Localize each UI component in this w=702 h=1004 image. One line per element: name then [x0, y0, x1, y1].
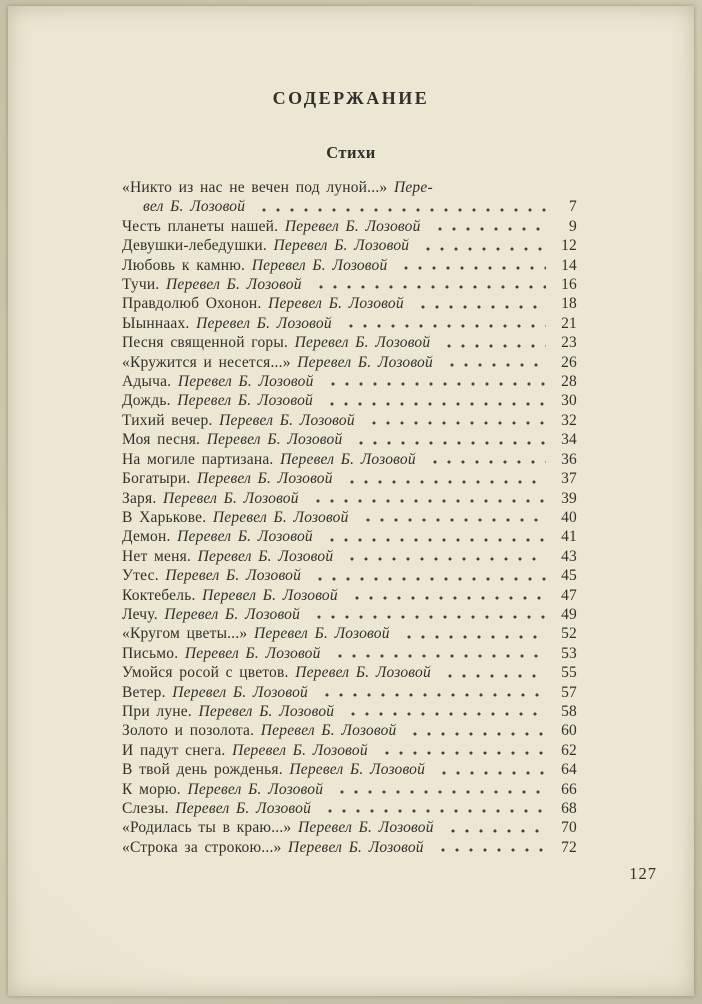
dot-leader [442, 818, 546, 837]
entry-translator: Перевел Б. Лозовой [177, 528, 313, 546]
entry-text [122, 391, 313, 410]
toc-entry [122, 838, 577, 857]
entry-title: Девушки-лебедушки. [122, 237, 267, 255]
toc-entry [122, 333, 577, 352]
entry-page-number: 7 [569, 198, 577, 216]
entry-translator: Перевел Б. Лозовой [280, 450, 416, 468]
folio-page-number: 127 [629, 864, 657, 883]
dot-leader [439, 663, 546, 682]
dot-leader [357, 508, 546, 527]
entry-translator: Перевел Б. Лозовой [294, 334, 431, 352]
entry-translator: Перевел Б. Лозовой [232, 741, 368, 759]
toc-entry [122, 372, 577, 391]
toc-entry [122, 275, 577, 294]
entry-text [122, 760, 425, 779]
toc-entry [122, 294, 577, 313]
dot-leader [398, 624, 546, 643]
dot-leader [438, 333, 546, 352]
entry-title: «Кругом цветы...» [122, 625, 248, 643]
entry-translator: Перевел Б. Лозовой [251, 256, 388, 274]
entry-translator: Перевел Б. Лозовой [187, 780, 324, 798]
entry-text [122, 838, 424, 857]
dot-leader [376, 741, 546, 760]
entry-translator: Перевел Б. Лозовой [162, 489, 299, 507]
dot-leader [433, 760, 546, 779]
dot-leader [307, 489, 546, 508]
entry-page-number: 37 [561, 470, 577, 488]
entry-translator: Перевел Б. Лозовой [288, 838, 424, 856]
dot-leader [429, 217, 546, 236]
entry-page-number: 49 [561, 605, 577, 623]
entry-text [122, 217, 421, 236]
dot-leader [404, 721, 546, 740]
entry-title: Богатыри. [122, 470, 191, 488]
entry-text [122, 353, 433, 372]
entry-title: Ыыннаах. [122, 314, 190, 332]
toc-entry [122, 780, 577, 799]
entry-text [122, 411, 355, 430]
toc-entry [122, 605, 577, 624]
toc-entry [122, 818, 577, 837]
entry-text [122, 605, 300, 624]
entry-title: Заря. [122, 489, 157, 507]
toc-entry [122, 314, 577, 333]
entry-page-number: 41 [561, 528, 577, 546]
entry-page-number: 28 [561, 373, 577, 391]
entry-page-number: 30 [561, 392, 577, 410]
toc-entry [122, 391, 577, 410]
entry-text [122, 275, 302, 294]
entry-text [122, 799, 311, 818]
entry-translator: Перевел Б. Лозовой [164, 605, 301, 623]
entry-page-number: 64 [561, 761, 577, 779]
dot-leader [321, 527, 546, 546]
entry-page-number: 52 [561, 625, 577, 643]
toc-entry [122, 683, 577, 702]
entry-page-number: 39 [561, 489, 577, 507]
entry-title: Песня священной горы. [122, 334, 289, 352]
entry-text [122, 547, 333, 566]
entry-translator: Перевел Б. Лозовой [165, 567, 302, 585]
dot-leader [329, 644, 546, 663]
entry-text [122, 644, 321, 663]
entry-translator: Перевел Б. Лозовой [268, 295, 404, 313]
toc-entry [122, 411, 577, 430]
entry-translator: Перевел Б. Лозовой [175, 800, 312, 817]
dot-leader [346, 586, 546, 605]
toc-entry [122, 547, 577, 566]
dot-leader [424, 450, 546, 469]
toc-entry [122, 663, 577, 682]
toc-entry [122, 741, 577, 760]
entry-translator: Перевел Б. Лозовой [177, 392, 313, 410]
entry-title: Нет меня. [122, 547, 192, 565]
entry-page-number: 58 [561, 702, 577, 720]
entry-page-number: 45 [561, 567, 577, 585]
entry-page-number: 62 [561, 741, 577, 759]
entry-text [122, 818, 434, 837]
entry-page-number: 60 [561, 722, 577, 740]
entry-title: Умойся росой с цветов. [122, 664, 289, 682]
section-title: Стихи [326, 143, 376, 162]
toc-entry [122, 760, 577, 779]
toc-entry [122, 527, 577, 546]
book-page [8, 6, 694, 996]
toc-entry [122, 256, 577, 275]
entry-text [122, 683, 308, 702]
entry-title: Демон. [122, 528, 171, 546]
entry-title: В твой день рожденья. [122, 761, 283, 779]
entry-page-number: 53 [561, 644, 577, 662]
entry-text [122, 702, 334, 721]
dot-leader [309, 566, 546, 585]
entry-translator: Перевел Б. Лозовой [297, 353, 433, 371]
toc-entry [122, 236, 577, 255]
toc-list [122, 178, 577, 857]
toc-entry [122, 430, 577, 449]
dot-leader [412, 294, 546, 313]
entry-page-number: 21 [561, 314, 577, 332]
entry-translator: Пере- [393, 179, 433, 196]
dot-leader [253, 197, 546, 216]
entry-translator: Перевел Б. Лозовой [273, 237, 410, 255]
entry-title: И падут снега. [122, 741, 226, 759]
entry-text [122, 586, 338, 605]
entry-title: Тихий вечер. [122, 411, 213, 429]
toc-entry [122, 197, 577, 216]
toc-entry [122, 450, 577, 469]
dot-leader [432, 838, 546, 857]
entry-text [122, 469, 333, 488]
entry-title: При луне. [122, 702, 192, 720]
entry-translator: Перевел Б. Лозовой [184, 644, 321, 662]
entry-title: На могиле партизана. [122, 450, 274, 468]
dot-leader [310, 275, 546, 294]
entry-title: Любовь к камню. [122, 256, 246, 274]
entry-text [122, 372, 314, 391]
entry-text [122, 566, 301, 585]
entry-text [122, 508, 349, 527]
entry-page-number: 57 [561, 683, 577, 701]
entry-text [122, 294, 404, 313]
dot-leader [316, 683, 546, 702]
toc-entry [122, 644, 577, 663]
dot-leader [441, 178, 546, 197]
entry-page-number: 34 [561, 431, 577, 449]
entry-title: К морю. [122, 780, 181, 798]
dot-leader [395, 256, 546, 275]
entry-text [122, 256, 387, 275]
entry-title: Правдолюб Охонон. [122, 295, 262, 313]
entry-title: Моя песня. [122, 431, 201, 449]
toc-entry [122, 489, 577, 508]
entry-title: Коктебель. [122, 586, 196, 604]
dot-leader [321, 391, 546, 410]
entry-text [122, 780, 323, 799]
dot-leader [441, 353, 546, 372]
dot-leader [319, 799, 546, 818]
entry-page-number: 66 [561, 780, 577, 798]
entry-page-number: 40 [561, 508, 577, 526]
entry-page-number: 43 [561, 547, 577, 565]
entry-text [122, 741, 368, 760]
entry-page-number: 70 [561, 819, 577, 837]
entry-text [122, 430, 342, 449]
entry-translator: Перевел Б. Лозовой [297, 819, 434, 837]
entry-translator: Перевел Б. Лозовой [196, 470, 333, 488]
entry-translator: Перевел Б. Лозовой [284, 217, 421, 235]
entry-translator: Перевел Б. Лозовой [289, 761, 426, 779]
entry-translator: Перевел Б. Лозовой [177, 373, 314, 391]
toc-entry [122, 217, 577, 236]
entry-translator: Перевел Б. Лозовой [198, 702, 335, 720]
entry-title: В Харькове. [122, 508, 207, 526]
entry-text [122, 236, 409, 255]
entry-title: «Кружится и несется...» [122, 353, 291, 371]
entry-page-number: 12 [561, 237, 577, 255]
entry-page-number: 68 [561, 800, 577, 817]
entry-text [122, 314, 332, 333]
dot-leader [341, 469, 546, 488]
entry-page-number: 72 [561, 838, 577, 856]
entry-translator: Перевел Б. Лозовой [219, 411, 355, 429]
dot-leader [341, 547, 546, 566]
entry-translator: Перевел Б. Лозовой [196, 314, 332, 332]
entry-title: «Никто из нас не вечен под луной...» [122, 179, 388, 196]
entry-title: Утес. [122, 567, 159, 585]
entry-page-number: 36 [561, 450, 577, 468]
entry-text [122, 721, 396, 740]
entry-title: Слезы. [122, 800, 169, 817]
dot-leader [340, 314, 546, 333]
entry-title: Ветер. [122, 683, 166, 701]
entry-text [122, 663, 431, 682]
dot-leader [363, 411, 546, 430]
toc-entry [122, 624, 577, 643]
entry-translator: Перевел Б. Лозовой [260, 722, 397, 740]
entry-translator: Перевел Б. Лозовой [202, 586, 338, 604]
entry-text [122, 527, 313, 546]
entry-text [122, 450, 416, 469]
entry-title: Адыча. [122, 373, 172, 391]
toc-entry [122, 353, 577, 372]
entry-translator: Перевел Б. Лозовой [172, 683, 308, 701]
entry-translator: Перевел Б. Лозовой [206, 431, 343, 449]
entry-title: Тучи. [122, 276, 160, 294]
dot-leader [417, 236, 546, 255]
toc-entry [122, 721, 577, 740]
entry-title: «Строка за строкою...» [122, 838, 282, 856]
entry-page-number: 9 [569, 217, 577, 235]
entry-text [122, 624, 390, 643]
entry-title: Лечу. [122, 605, 158, 623]
dot-leader [322, 372, 546, 391]
entry-page-number: 55 [561, 664, 577, 682]
entry-page-number: 14 [561, 256, 577, 274]
entry-translator: Перевел Б. Лозовой [212, 508, 349, 526]
entry-page-number: 16 [561, 276, 577, 294]
entry-page-number: 26 [561, 353, 577, 371]
toc-entry [122, 566, 577, 585]
dot-leader [308, 605, 546, 624]
entry-title: Честь планеты нашей. [122, 217, 279, 235]
entry-title: Золото и позолота. [122, 722, 255, 740]
dot-leader [331, 780, 546, 799]
toc-entry [122, 178, 577, 197]
toc-entry [122, 702, 577, 721]
toc-entry [122, 799, 577, 818]
entry-text [122, 333, 430, 352]
entry-page-number: 47 [561, 586, 577, 604]
entry-page-number: 32 [561, 411, 577, 429]
entry-translator: Перевел Б. Лозовой [197, 547, 334, 565]
entry-title: Письмо. [122, 644, 179, 662]
entry-translator: Перевел Б. Лозовой [166, 276, 302, 294]
toc-entry [122, 469, 577, 488]
toc-entry [122, 508, 577, 527]
toc-entry [122, 586, 577, 605]
entry-title: «Родилась ты в краю...» [122, 819, 292, 837]
dot-leader [350, 430, 546, 449]
dot-leader [342, 702, 546, 721]
entry-translator: Перевел Б. Лозовой [253, 625, 390, 643]
entry-text [122, 178, 433, 197]
entry-page-number: 18 [561, 295, 577, 313]
entry-text [122, 197, 245, 216]
page-heading: СОДЕРЖАНИЕ [272, 88, 430, 108]
entry-translator: вел Б. Лозовой [143, 198, 246, 216]
entry-text [122, 489, 299, 508]
entry-title: Дождь. [122, 392, 171, 410]
entry-translator: Перевел Б. Лозовой [295, 664, 431, 682]
entry-page-number: 23 [561, 334, 577, 352]
